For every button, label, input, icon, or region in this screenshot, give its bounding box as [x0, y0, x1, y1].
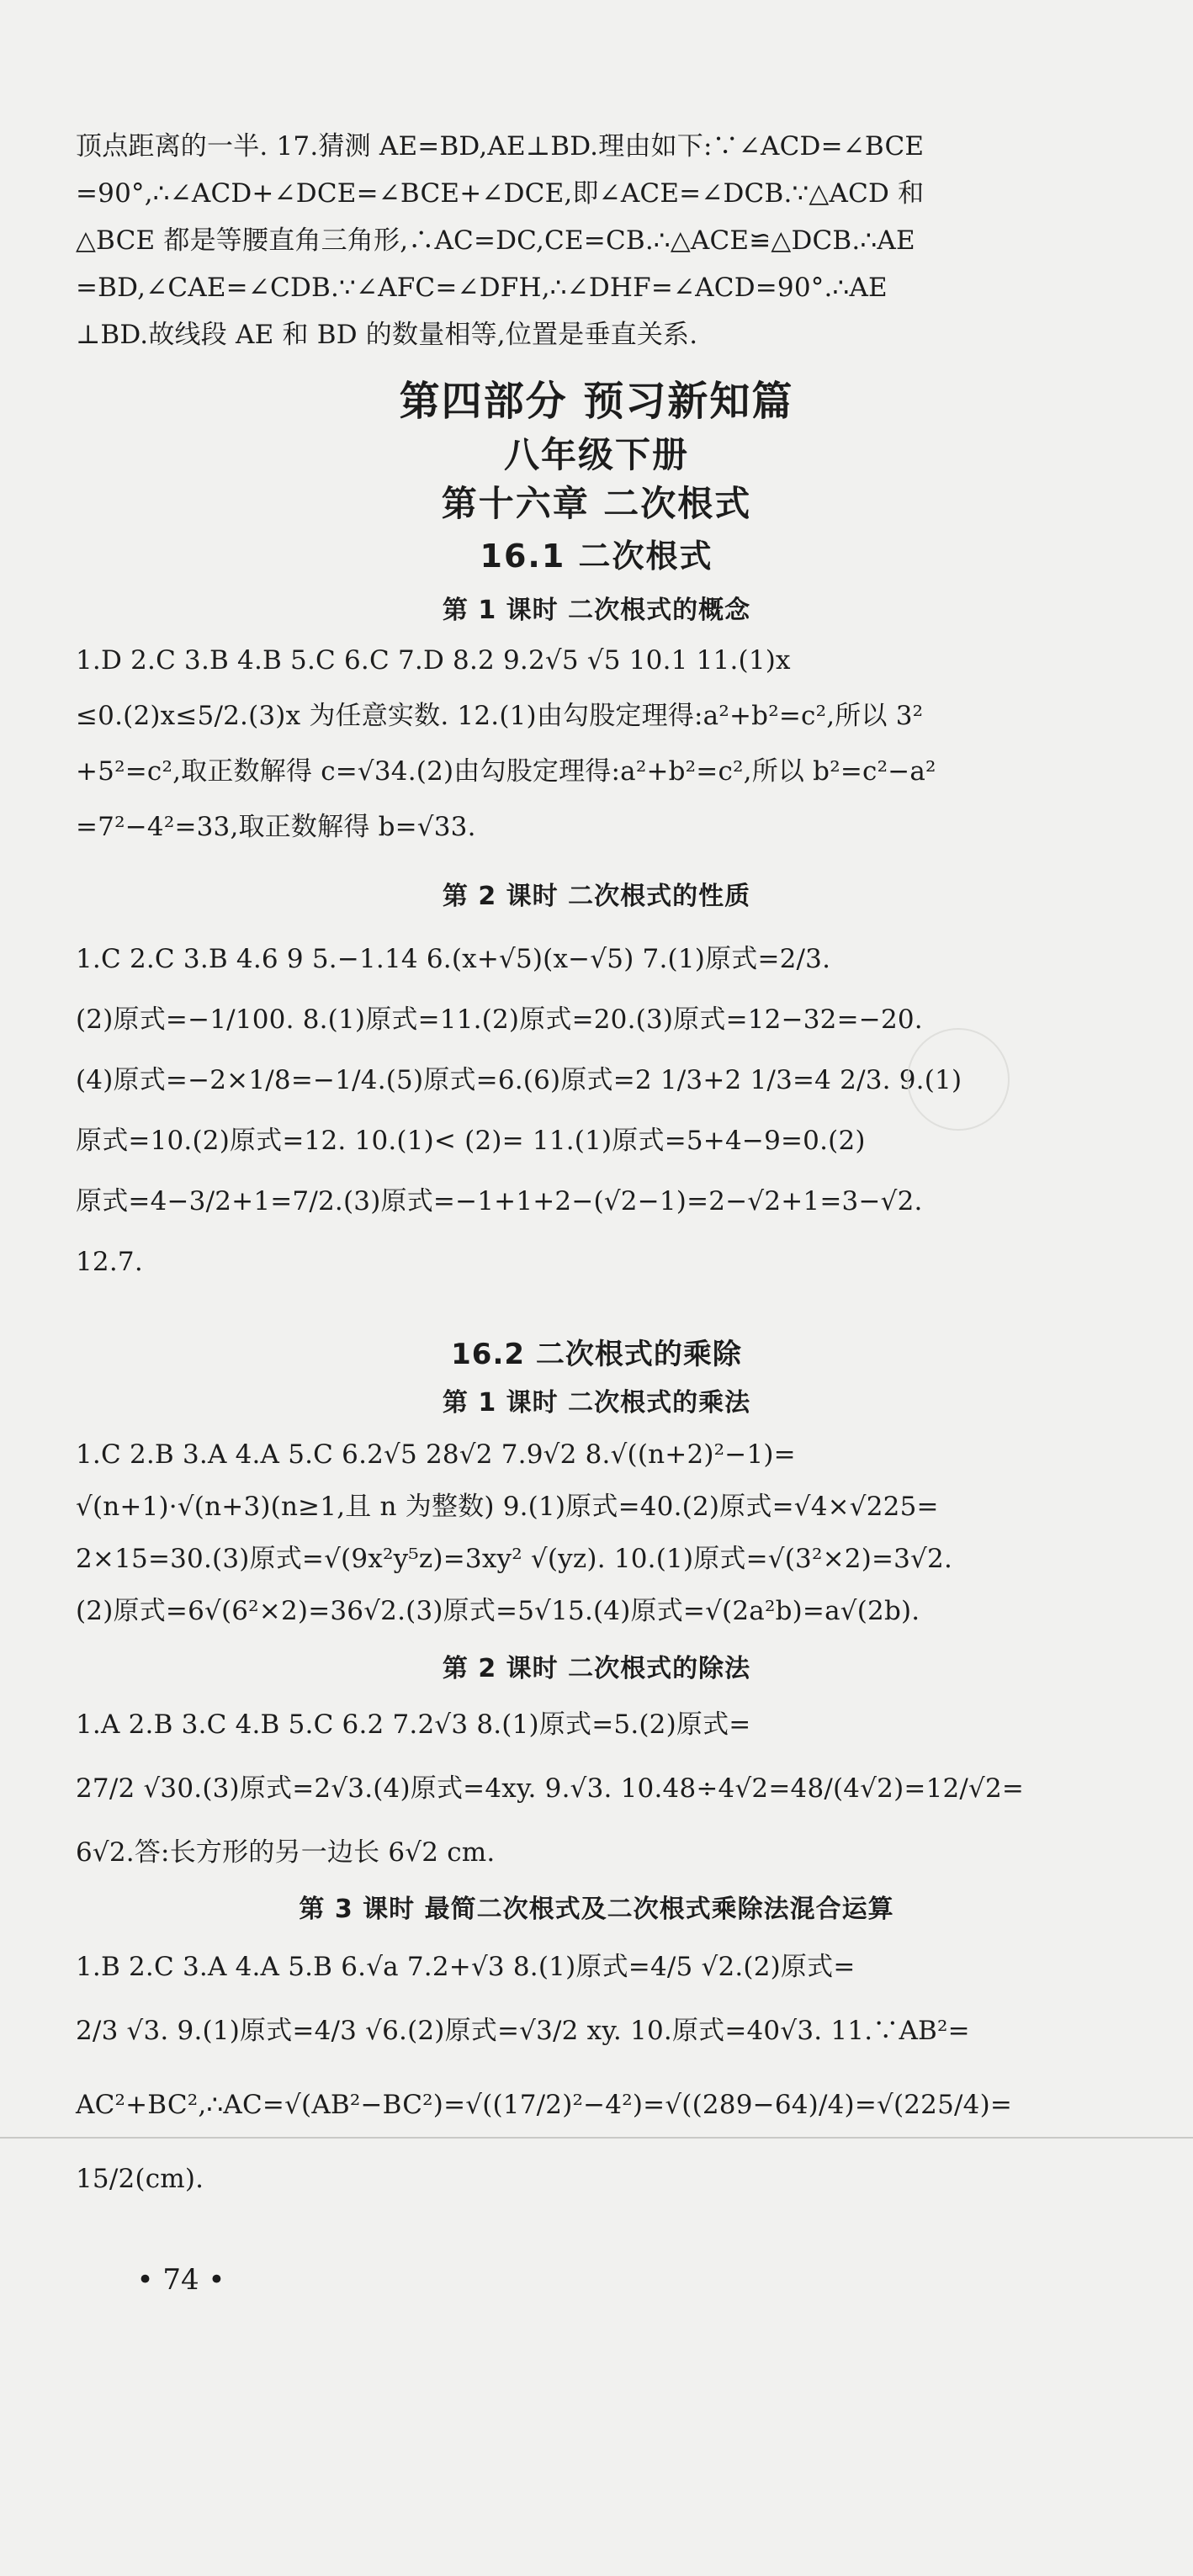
part-title: 第四部分 预习新知篇	[399, 378, 794, 425]
text-line: +5²=c²,取正数解得 c=√34.(2)由勾股定理得:a²+b²=c²,所以 b²=c²−a²	[76, 756, 936, 787]
text-line: 顶点距离的一半. 17.猜测 AE=BD,AE⊥BD.理由如下:∵∠ACD=∠BCE	[76, 131, 925, 162]
lesson-162-2-answers	[76, 1693, 1098, 1884]
lesson-title: 第 1 课时 二次根式的概念	[442, 596, 751, 625]
text-line: √(n+1)·√(n+3)(n≥1,且 n 为整数) 9.(1)原式=40.(2)原式=√4×√225=	[76, 1492, 939, 1522]
text-line: 1.C 2.C 3.B 4.6 9 5.−1.14 6.(x+√5)(x−√5) 7.(1)原式=2/3.	[76, 944, 831, 974]
watermark-stamp	[907, 1028, 1010, 1131]
text-line: 6√2.答:长方形的另一边长 6√2 cm.	[76, 1837, 496, 1868]
text-line: 27/2 √30.(3)原式=2√3.(4)原式=4xy. 9.√3. 10.48÷4√2=48/(4√2)=12/√2=	[76, 1773, 1025, 1804]
text-line: 原式=10.(2)原式=12. 10.(1)< (2)= 11.(1)原式=5+4−9=0.(2)	[76, 1126, 866, 1156]
text-line: 15/2(cm).	[76, 2164, 204, 2194]
section-title-16-2: 16.2 二次根式的乘除	[451, 1338, 742, 1371]
text-line: ≤0.(2)x≤5/2.(3)x 为任意实数. 12.(1)由勾股定理得:a²+b²=c²,所以 3²	[76, 701, 924, 731]
lesson-title: 第 2 课时 二次根式的性质	[442, 882, 751, 911]
intro-paragraph	[76, 123, 1098, 358]
lesson-162-1-answers	[76, 1428, 1098, 1637]
text-line: 1.C 2.B 3.A 4.A 5.C 6.2√5 28√2 7.9√2 8.√((n+2)²−1)=	[76, 1439, 796, 1470]
lesson-title: 第 2 课时 二次根式的除法	[442, 1654, 751, 1683]
text-line: 1.B 2.C 3.A 4.A 5.B 6.√a 7.2+√3 8.(1)原式=4/5 √2.(2)原式=	[76, 1952, 856, 1982]
lesson-162-3-answers	[76, 1935, 1098, 2211]
lesson-title: 第 1 课时 二次根式的乘法	[442, 1388, 751, 1418]
chapter-title: 第十六章 二次根式	[441, 483, 752, 524]
text-line: 1.A 2.B 3.C 4.B 5.C 6.2 7.2√3 8.(1)原式=5.(2)原式=	[76, 1709, 751, 1740]
lesson-161-1-answers	[76, 633, 1098, 855]
text-line: 1.D 2.C 3.B 4.B 5.C 6.C 7.D 8.2 9.2√5 √5 10.1 11.(1)x	[76, 645, 791, 676]
page-number: • 74 •	[136, 2263, 225, 2297]
text-line: =7²−4²=33,取正数解得 b=√33.	[76, 812, 476, 842]
text-line: (4)原式=−2×1/8=−1/4.(5)原式=6.(6)原式=2 1/3+2 1/3=4 2/3. 9.(1)	[76, 1065, 962, 1095]
lesson-title: 第 3 课时 最简二次根式及二次根式乘除法混合运算	[299, 1895, 894, 1924]
text-line: (2)原式=−1/100. 8.(1)原式=11.(2)原式=20.(3)原式=12−32=−20.	[76, 1004, 923, 1035]
text-line: 2/3 √3. 9.(1)原式=4/3 √6.(2)原式=√3/2 xy. 10.原式=40√3. 11.∵AB²=	[76, 2016, 970, 2046]
grade-title: 八年级下册	[503, 434, 689, 475]
text-line: ⊥BD.故线段 AE 和 BD 的数量相等,位置是垂直关系.	[76, 320, 698, 350]
text-line: =BD,∠CAE=∠CDB.∵∠AFC=∠DFH,∴∠DHF=∠ACD=90°.∴AE	[76, 273, 888, 303]
text-line: =90°,∴∠ACD+∠DCE=∠BCE+∠DCE,即∠ACE=∠DCB.∵△ACD 和	[76, 178, 925, 209]
text-line: (2)原式=6√(6²×2)=36√2.(3)原式=5√15.(4)原式=√(2a²b)=a√(2b).	[76, 1596, 920, 1626]
text-line: AC²+BC²,∴AC=√(AB²−BC²)=√((17/2)²−4²)=√((289−64)/4)=√(225/4)=	[76, 2090, 1013, 2120]
text-line: 12.7.	[76, 1247, 143, 1277]
text-line: △BCE 都是等腰直角三角形,∴AC=DC,CE=CB.∴△ACE≌△DCB.∴AE	[76, 225, 915, 256]
section-title-16-1: 16.1 二次根式	[480, 538, 713, 575]
text-line: 原式=4−3/2+1=7/2.(3)原式=−1+1+2−(√2−1)=2−√2+1=3−√2.	[76, 1186, 923, 1216]
text-line: 2×15=30.(3)原式=√(9x²y⁵z)=3xy² √(yz). 10.(1)原式=√(3²×2)=3√2.	[76, 1544, 953, 1574]
divider	[0, 2137, 1193, 2139]
